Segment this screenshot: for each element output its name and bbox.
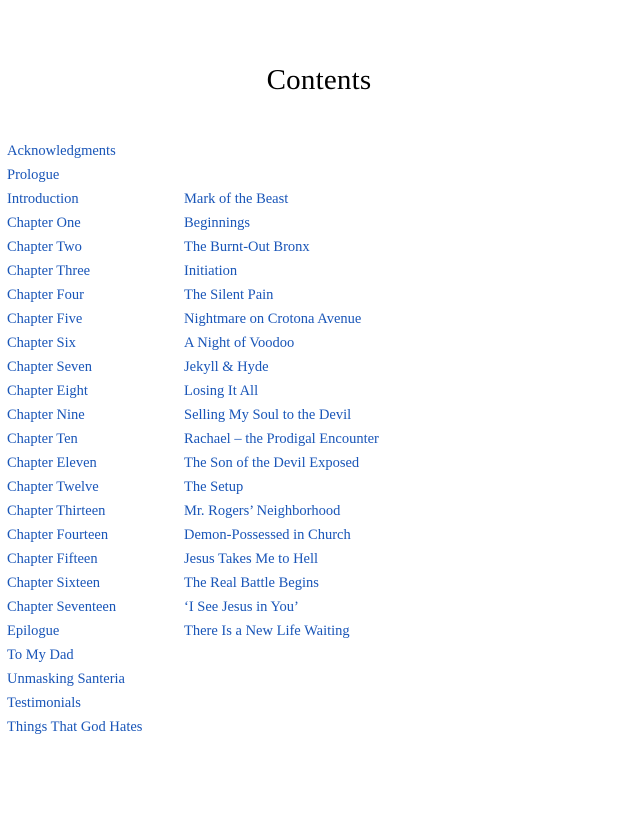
- toc-row: [7, 547, 627, 571]
- toc-row: [7, 571, 627, 595]
- toc-row: [7, 403, 627, 427]
- toc-entry-link[interactable]: Epilogue: [7, 623, 60, 639]
- toc-row: [7, 307, 627, 331]
- toc-entry-link[interactable]: Things That God Hates: [7, 719, 143, 735]
- toc-entry-link[interactable]: Chapter Sixteen: [7, 575, 101, 591]
- toc-chapter-title-link[interactable]: Mark of the Beast: [184, 191, 289, 207]
- toc-chapter-title-link[interactable]: The Son of the Devil Exposed: [184, 455, 360, 471]
- toc-row: [7, 475, 627, 499]
- toc-row: [7, 427, 627, 451]
- toc-row: [7, 259, 627, 283]
- toc-chapter-title-link[interactable]: ‘I See Jesus in You’: [184, 599, 299, 615]
- toc-chapter-title-link[interactable]: Jesus Takes Me to Hell: [184, 551, 319, 567]
- toc-chapter-title-link[interactable]: The Real Battle Begins: [184, 575, 319, 591]
- page-title: Contents: [266, 64, 372, 96]
- toc-chapter-title-link[interactable]: Rachael – the Prodigal Encounter: [184, 431, 379, 447]
- toc-chapter-title-link[interactable]: Jekyll & Hyde: [184, 359, 269, 375]
- toc-chapter-title-link[interactable]: Selling My Soul to the Devil: [184, 407, 352, 423]
- toc-entry-link[interactable]: Chapter Fifteen: [7, 551, 98, 567]
- toc-row: [7, 667, 627, 691]
- toc-entry-link[interactable]: Unmasking Santeria: [7, 671, 125, 687]
- toc-chapter-title-link[interactable]: Mr. Rogers’ Neighborhood: [184, 503, 341, 519]
- toc-row: [7, 643, 627, 667]
- toc-chapter-title-link[interactable]: The Setup: [184, 479, 244, 495]
- toc-entry-link[interactable]: Chapter Eleven: [7, 455, 97, 471]
- toc-chapter-title-link[interactable]: A Night of Voodoo: [184, 335, 295, 351]
- toc-entry-link[interactable]: Chapter Seventeen: [7, 599, 117, 615]
- toc-row: [7, 163, 627, 187]
- toc-entry-link[interactable]: Introduction: [7, 191, 79, 207]
- toc-row: [7, 331, 627, 355]
- toc-entry-link[interactable]: Prologue: [7, 167, 60, 183]
- toc-row: [7, 187, 627, 211]
- toc-row: [7, 619, 627, 643]
- toc-entry-link[interactable]: Chapter Three: [7, 263, 91, 279]
- toc-row: [7, 211, 627, 235]
- toc-chapter-title-link[interactable]: Demon-Possessed in Church: [184, 527, 351, 543]
- toc-row: [7, 379, 627, 403]
- toc-entry-link[interactable]: Chapter Two: [7, 239, 82, 255]
- toc-entry-link[interactable]: Chapter Fourteen: [7, 527, 109, 543]
- toc-row: [7, 451, 627, 475]
- toc-row: [7, 355, 627, 379]
- toc-entry-link[interactable]: To My Dad: [7, 647, 74, 663]
- toc-entry-link[interactable]: Chapter Eight: [7, 383, 88, 399]
- toc-chapter-title-link[interactable]: The Silent Pain: [184, 287, 274, 303]
- toc-entry-link[interactable]: Testimonials: [7, 695, 81, 711]
- toc-entry-link[interactable]: Chapter Twelve: [7, 479, 99, 495]
- toc-chapter-title-link[interactable]: There Is a New Life Waiting: [184, 623, 350, 639]
- toc-row: [7, 523, 627, 547]
- toc-entry-link[interactable]: Chapter Four: [7, 287, 84, 303]
- toc-entry-link[interactable]: Acknowledgments: [7, 143, 116, 159]
- toc-entry-link[interactable]: Chapter Nine: [7, 407, 85, 423]
- toc-entry-link[interactable]: Chapter Thirteen: [7, 503, 106, 519]
- toc-entry-link[interactable]: Chapter Seven: [7, 359, 92, 375]
- toc-chapter-title-link[interactable]: Losing It All: [184, 383, 259, 399]
- toc-row: [7, 595, 627, 619]
- toc-entry-link[interactable]: Chapter Six: [7, 335, 76, 351]
- toc-entry-link[interactable]: Chapter One: [7, 215, 81, 231]
- toc-entry-link[interactable]: Chapter Five: [7, 311, 83, 327]
- toc-chapter-title-link[interactable]: Nightmare on Crotona Avenue: [184, 311, 362, 327]
- toc-row: [7, 499, 627, 523]
- toc-row: [7, 715, 627, 739]
- toc-row: [7, 283, 627, 307]
- toc-row: [7, 691, 627, 715]
- toc-chapter-title-link[interactable]: Beginnings: [184, 215, 251, 231]
- toc-entry-link[interactable]: Chapter Ten: [7, 431, 78, 447]
- toc-row: [7, 139, 627, 163]
- toc-chapter-title-link[interactable]: The Burnt-Out Bronx: [184, 239, 310, 255]
- table-of-contents: [7, 139, 627, 739]
- toc-row: [7, 235, 627, 259]
- toc-chapter-title-link[interactable]: Initiation: [184, 263, 238, 279]
